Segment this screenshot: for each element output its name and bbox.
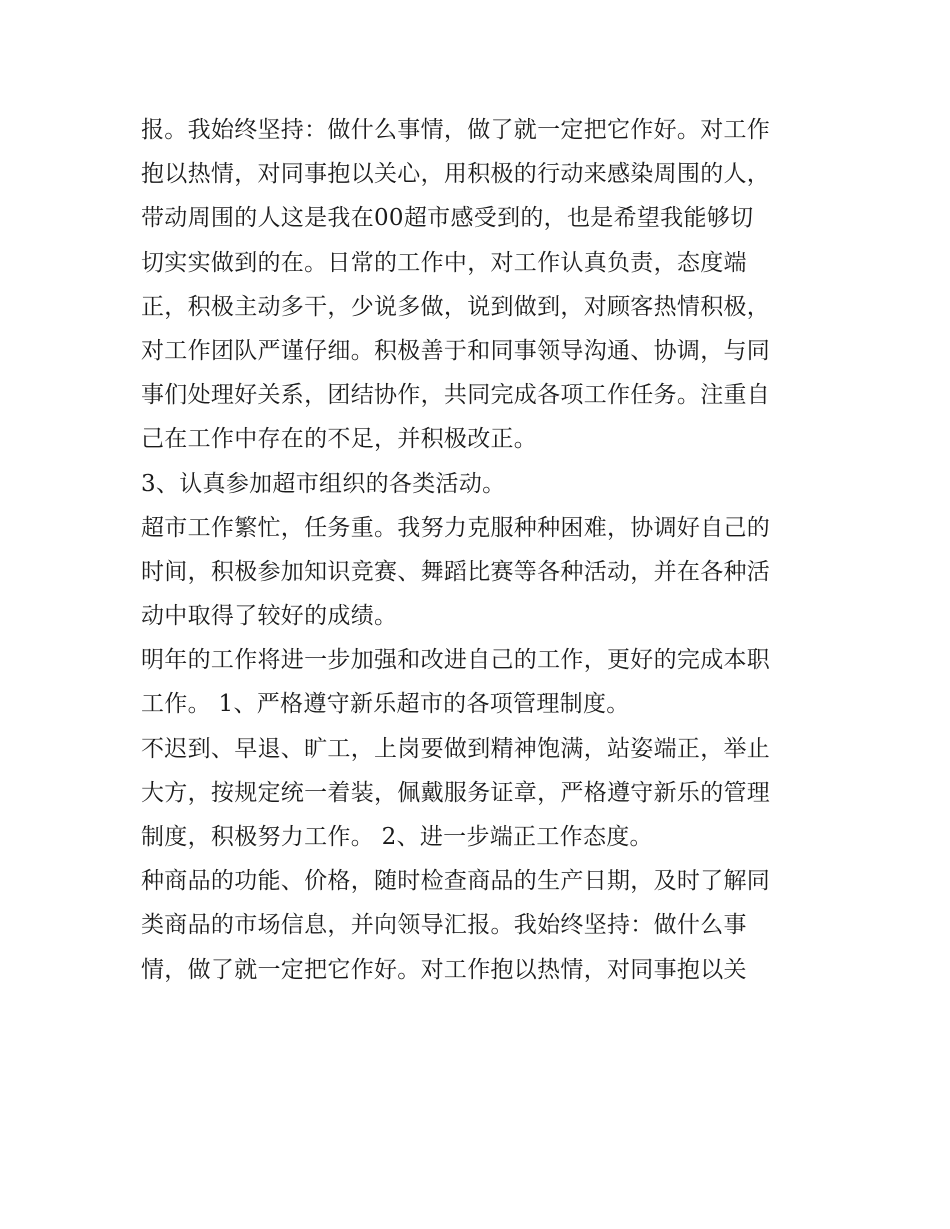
section-heading: 3、认真参加超市组织的各类活动。 (141, 470, 506, 497)
text-line: 报。我始终坚持：做什么事情，做了就一定把它作好。对工作 (141, 117, 771, 143)
text-line: 不迟到、早退、旷工，上岗要做到精神饱满，站姿端正，举止 (141, 735, 771, 762)
text-line: 明年的工作将进一步加强和改进自己的工作，更好的完成本职 (141, 647, 771, 674)
text-line: 带动周围的人这是我在00超市感受到的，也是希望我能够切 (141, 205, 754, 232)
text-line: 己在工作中存在的不足，并积极改正。 (141, 426, 538, 453)
text-line: 超市工作繁忙，任务重。我努力克服种种困难，协调好自己的 (141, 514, 771, 541)
document-body (141, 108, 821, 992)
text-line: 抱以热情，对同事抱以关心，用积极的行动来感染周围的人， (141, 161, 771, 188)
text-line: 大方，按规定统一着装，佩戴服务证章，严格遵守新乐的管理 (141, 779, 771, 806)
text-line: 情，做了就一定把它作好。对工作抱以热情，对同事抱以关 (141, 956, 747, 983)
text-line: 工作。 1、严格遵守新乐超市的各项管理制度。 (141, 691, 630, 718)
text-line: 类商品的市场信息，并向领导汇报。我始终坚持：做什么事 (141, 912, 747, 939)
text-line: 事们处理好关系，团结协作，共同完成各项工作任务。注重自 (141, 382, 771, 409)
text-line: 正，积极主动多干，少说多做，说到做到，对顾客热情积极， (141, 293, 771, 320)
text-line: 种商品的功能、价格，随时检查商品的生产日期，及时了解同 (141, 868, 771, 895)
text-line: 切实实做到的在。日常的工作中，对工作认真负责，态度端 (141, 249, 747, 276)
text-line: 制度，积极努力工作。 2、进一步端正工作态度。 (141, 824, 653, 850)
text-line: 时间，积极参加知识竞赛、舞蹈比赛等各种活动，并在各种活 (141, 558, 771, 585)
text-line: 对工作团队严谨仔细。积极善于和同事领导沟通、协调，与同 (141, 337, 771, 364)
text-line: 动中取得了较好的成绩。 (141, 603, 398, 630)
